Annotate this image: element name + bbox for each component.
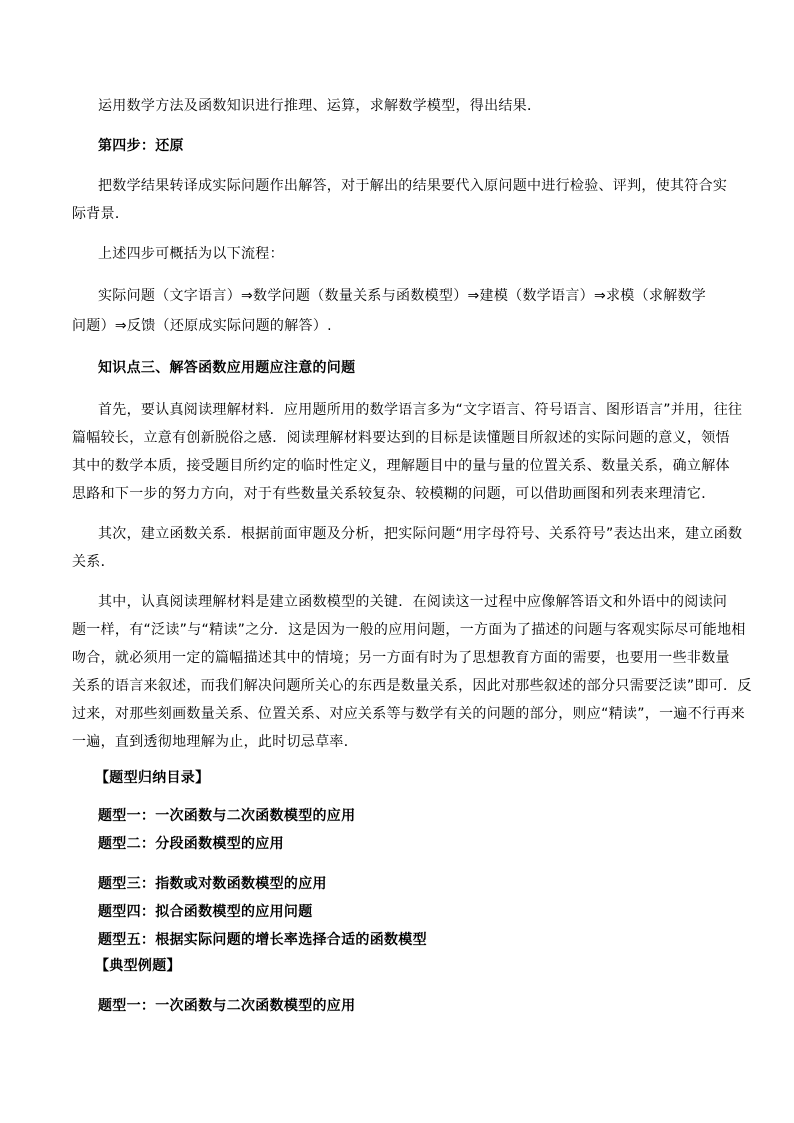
type1-heading: 题型一：一次函数与二次函数模型的应用 — [98, 998, 356, 1014]
paragraph-result: 运用数学方法及函数知识进行推理、运算，求解数学模型，得出结果． — [98, 98, 542, 114]
paragraph-restore-line1: 把数学结果转译成实际问题作出解答，对于解出的结果要代入原问题中进行检验、评判，使其符合实 — [98, 178, 728, 194]
examples-heading: 【典型例题】 — [95, 958, 181, 974]
paragraph-key-line3: 吻合，就必须用一定的篇幅描述其中的情境；另一方面有时为了思想教育方面的需要，也要用一些非数量 — [72, 650, 730, 666]
knowledge-point3-heading: 知识点三、解答函数应用题应注意的问题 — [98, 360, 356, 376]
step4-heading: 第四步：还原 — [98, 138, 184, 154]
paragraph-first-line2: 篇幅较长，立意有创新脱俗之感．阅读理解材料要达到的目标是读懂题目所叙述的实际问题的意义，领悟 — [72, 430, 730, 446]
paragraph-restore-line2: 际背景． — [72, 206, 130, 222]
flow-line2: 问题）⇒反馈（还原成实际问题的解答）. — [72, 318, 332, 334]
type-item-3: 题型三：指数或对数函数模型的应用 — [98, 876, 327, 892]
type-item-4: 题型四：拟合函数模型的应用问题 — [98, 904, 313, 920]
paragraph-key-line4: 关系的语言来叙述，而我们解决问题所关心的东西是数量关系，因此对那些叙述的部分只需要泛读”即可．反 — [72, 678, 752, 694]
paragraph-key-line1: 其中，认真阅读理解材料是建立函数模型的关键．在阅读这一过程中应像解答语文和外语中的阅读问 — [98, 594, 728, 610]
type-item-5: 题型五：根据实际问题的增长率选择合适的函数模型 — [98, 932, 427, 948]
catalog-heading: 【题型归纳目录】 — [95, 770, 210, 786]
paragraph-key-line5: 过来，对那些刻画数量关系、位置关系、对应关系等与数学有关的问题的部分，则应“精读”，一遍不行再来 — [72, 706, 745, 722]
paragraph-summary: 上述四步可概括为以下流程： — [98, 246, 284, 262]
paragraph-first-line1: 首先，要认真阅读理解材料．应用题所用的数学语言多为“文字语言、符号语言、图形语言”并用，往往 — [98, 402, 743, 418]
paragraph-second-line1: 其次，建立函数关系．根据前面审题及分析，把实际问题“用字母符号、关系符号”表达出来，建立函数 — [98, 526, 743, 542]
type-item-1: 题型一：一次函数与二次函数模型的应用 — [98, 808, 356, 824]
paragraph-key-line6: 一遍，直到透彻地理解为止，此时切忌草率． — [72, 734, 358, 750]
type-item-2: 题型二：分段函数模型的应用 — [98, 836, 284, 852]
flow-line1: 实际问题（文字语言）⇒数学问题（数量关系与函数模型）⇒建模（数学语言）⇒求模（求解数学 — [98, 288, 707, 304]
paragraph-key-line2: 题一样，有“泛读”与“精读”之分．这是因为一般的应用问题，一方面为了描述的问题与客观实际尽可能地相 — [72, 622, 746, 638]
paragraph-second-line2: 关系． — [72, 554, 115, 570]
paragraph-first-line4: 思路和下一步的努力方向，对于有些数量关系较复杂、较模糊的问题，可以借助画图和列表来理清它． — [72, 486, 716, 502]
paragraph-first-line3: 其中的数学本质，接受题目所约定的临时性定义，理解题目中的量与量的位置关系、数量关系，确立解体 — [72, 458, 730, 474]
